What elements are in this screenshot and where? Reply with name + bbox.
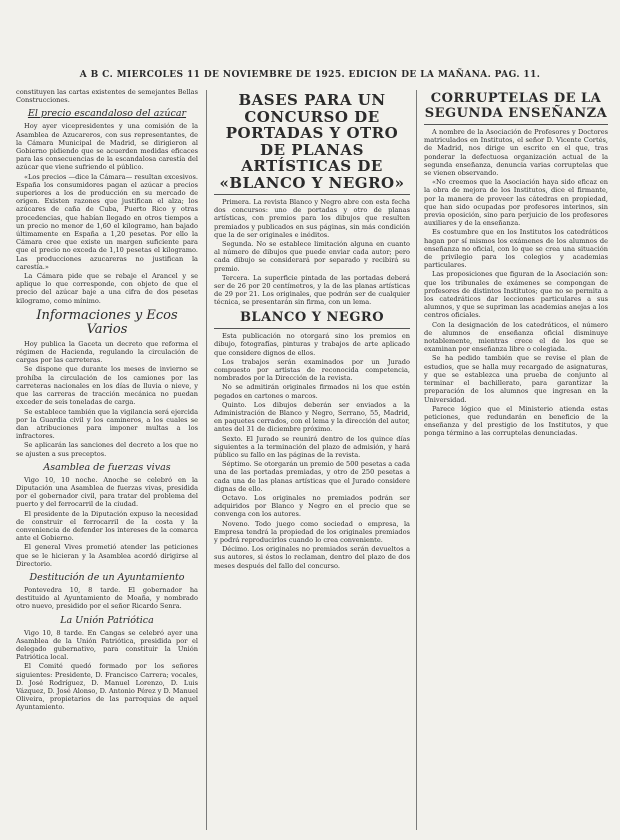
page-header: A B C. MIERCOLES 11 DE NOVIEMBRE DE 1925. EDICION DE LA MAÑANA. PAG. 11. <box>79 70 541 80</box>
paragraph: Tercera. La superficie pintada de las portadas deberá ser de 26 por 20 centímetros, y la de las planas artísticas de 29 por 21. Los originales, que podrán ser de cualquier técnica, se presentarán sin firma, con un lema. <box>214 273 410 307</box>
paragraph: Segunda. No se establece limitación alguna en cuanto al número de dibujos que puede enviar cada autor; pero cada dibujo se considerará por separado y recibirá su premio. <box>214 240 410 273</box>
paragraph: Noveno. Todo juego como sociedad o empresa, la Empresa tendrá la propiedad de los originales premiados y podrá reproducirlos cuando lo crea conveniente. <box>214 519 410 545</box>
paragraph: El presidente de la Diputación expuso la necesidad de construir el ferrocarril de la costa y la conveniencia de defender los intereses de la comarca ante el Gobierno. <box>16 509 198 543</box>
paragraph: Es costumbre que en los Institutos los catedráticos hagan por sí mismos los exámenes de los alumnos de enseñanza no oficial, con lo que se crea una situación de privilegio para los colegios y academias particulares. <box>424 228 608 270</box>
headline-bases-concurso: BASES PARA UN CONCURSO DE PORTADAS Y OTRO DE PLANAS ARTÍSTICAS DE «BLANCO Y NEGRO» <box>214 92 410 195</box>
paragraph: Con la designación de los catedráticos, el número de alumnos de enseñanza oficial disminuye notablemente, mientras crece el de los que se examinan por enseñanza libre o colegiada. <box>424 320 608 354</box>
headline-union-patriotica: La Unión Patriótica <box>60 614 154 626</box>
column-1 <box>16 88 198 836</box>
headline-asamblea: Asamblea de fuerzas vivas <box>43 461 171 473</box>
paragraph: A nombre de la Asociación de Profesores y Doctores matriculados en Institutos, el señor D. Vicente Cortés, de Madrid, nos dirige un escrito en el que, tras ponderar la defectuosa organización actual de la segunda enseñanza, denuncia varias corruptelas que se vienen observando. <box>424 128 608 178</box>
paragraph: Vigo 10, 8 tarde. En Cangas se celebró ayer una Asamblea de la Unión Patriótica, presidida por el delegado gubernativo, para constituir la Unión Patriótica local. <box>16 628 198 662</box>
paragraph: Esta publicación no otorgará sino los premios en dibujo, fotografías, pinturas y trabajos de arte aplicado que considere dignos de ellos. <box>214 332 410 357</box>
paragraph: Vigo 10, 10 noche. Anoche se celebró en la Diputación una Asamblea de fuerzas vivas, presidida por el gobernador civil, para tratar del problema del puerto y del ferrocarril de la ciudad. <box>16 475 198 509</box>
paragraph: Séptimo. Se otorgarán un premio de 500 pesetas a cada una de las portadas premiadas, y otro de 250 pesetas a cada una de las planas artísticas que el Jurado considere dignas de ello. <box>214 460 410 493</box>
column-rule <box>416 90 417 830</box>
column-3 <box>424 88 608 836</box>
paragraph: constituyen las cartas existentes de semejantes Bellas Construcciones. <box>16 88 198 105</box>
paragraph: Se ha pedido también que se revise el plan de estudios, que se halla muy recargado de asignaturas, y que se establezca una prueba de conjunto al terminar el bachillerato, para garantizar la preparación de los alumnos que ingresan en la Universidad. <box>424 354 608 404</box>
paragraph: Quinto. Los dibujos deberán ser enviados a la Administración de Blanco y Negro, Serrano, 55, Madrid, en paquetes cerrados, con el lema y la dirección del autor, antes del 31 de diciembre próximo. <box>214 400 410 434</box>
paragraph: Pontevedra 10, 8 tarde. El gobernador ha destituido al Ayuntamiento de Moaña, y nombrado otro nuevo, presidido por el señor Ricardo Senra. <box>16 585 198 611</box>
paragraph: Primera. La revista Blanco y Negro abre con esta fecha dos concursos: uno de portadas y otro de planas artísticas, con premios para los dibujos que resulten premiados y publicados en sus páginas, sin más condición que la de ser originales e inéditos. <box>214 198 410 239</box>
column-rule <box>206 90 207 830</box>
paragraph: «Los precios —dice la Cámara— resultan excesivos. España los consumidores pagan el azúcar a precios superiores a los de producción en su mercado de origen. Existen razones que justifican el alza; los azúcares de caña de Cuba, Puerto Rico y otras procedencias, que habían llegado en otros tiempos a un precio no menor de 1,60 el kilogramo, han bajado últimamente en España a 1,20 pesetas. Por ello la Cámara cree que existe un margen suficiente para que el precio no exceda de 1,10 pesetas el kilogramo. Las producciones azucareras no justifican la carestía.» <box>16 172 198 271</box>
headline-corruptelas: CORRUPTELAS DE LA SEGUNDA ENSEÑANZA <box>424 92 608 125</box>
paragraph: «No creemos que la Asociación haya sido eficaz en la obra de mejora de los Institutos, dice el firmante, por la manera de proveer las cátedras en propiedad, que han sido ocupadas por profesores interinos, sin previa oposición, sino para perjuicio de los profesores auxiliares y de la enseñanza. <box>424 178 608 228</box>
paragraph: No se admitirán originales firmados ni los que estén pegados en cartones o marcos. <box>214 383 410 400</box>
paragraph: Sexto. El Jurado se reunirá dentro de los quince días siguientes a la terminación del plazo de admisión, y hará público su fallo en las páginas de la revista. <box>214 434 410 459</box>
paragraph: Octavo. Los originales no premiados podrán ser adquiridos por Blanco y Negro en el precio que se convenga con los autores. <box>214 494 410 519</box>
headline-sugar-price: El precio escandaloso del azúcar <box>27 108 187 120</box>
paragraph: El Comité quedó formado por los señores siguientes: Presidente, D. Francisco Carrera; vocales, D. José Rodríguez, D. Manuel Lorenzo, D. Luis Vázquez, D. José Alonso, D. Antonio Pérez y D. Manuel Oliveira, propietarios de las parroquias de aquel Ayuntamiento. <box>16 662 198 712</box>
paragraph: La Cámara pide que se rebaje el Arancel y se aplique lo que corresponde, con objeto de que el precio del azúcar baje a una cifra de dos pesetas kilogramo, como mínimo. <box>16 272 198 305</box>
paragraph: Se aplicarán las sanciones del decreto a los que no se ajusten a sus preceptos. <box>16 441 198 458</box>
paragraph: Se dispone que durante los meses de invierno se prohíba la circulación de los camiones por las carreteras nacionales en los días de lluvia o nieve, y que las carreras de tracción mecánica no puedan exceder de seis toneladas de carga. <box>16 365 198 407</box>
paragraph: Las proposiciones que figuran de la Asociación son: que los tribunales de exámenes se compongan de profesores de distintos Institutos; que no se permita a los catedráticos dar lecciones particulares a sus alumnos, y que se supriman las academias anejas a los centros oficiales. <box>424 270 608 320</box>
paragraph: Hoy publica la Gaceta un decreto que reforma el régimen de Hacienda, regulando la circulación de cargas por las carreteras. <box>16 339 198 365</box>
paragraph: Los trabajos serán examinados por un Jurado compuesto por artistas de reconocida competencia, nombrados por la Dirección de la revista. <box>214 357 410 383</box>
paragraph: Hoy ayer vicepresidentes y una comisión de la Asamblea de Azucareros, con sus representantes, de la Cámara Municipal de Madrid, se dirigieron al Gobierno pidiendo que se acuerden medidas eficaces para las consecuencias de la escandalosa carestía del azúcar que viene sufriendo el público. <box>16 122 198 172</box>
headline-informaciones: Informaciones y Ecos Varios <box>36 307 178 337</box>
paragraph: Se establece también que la vigilancia será ejercida por la Guardia civil y los camineros, a los cuales se dan atribuciones para imponer multas a los infractores. <box>16 407 198 441</box>
headline-destitucion: Destitución de un Ayuntamiento <box>29 571 185 583</box>
paragraph: Parece lógico que el Ministerio atienda estas peticiones, que redundarán en beneficio de la enseñanza y del prestigio de los Institutos, y que ponga término a las corruptelas denunciadas. <box>424 404 608 438</box>
paragraph: El general Vives prometió atender las peticiones que se le hicieran y la Asamblea acordó dirigirse al Directorio. <box>16 543 198 568</box>
headline-blanco-y-negro: BLANCO Y NEGRO <box>214 311 410 330</box>
paragraph: Décimo. Los originales no premiados serán devueltos a sus autores, si éstos lo reclaman, dentro del plazo de dos meses después del fallo del concurso. <box>214 545 410 570</box>
column-2 <box>214 88 410 836</box>
